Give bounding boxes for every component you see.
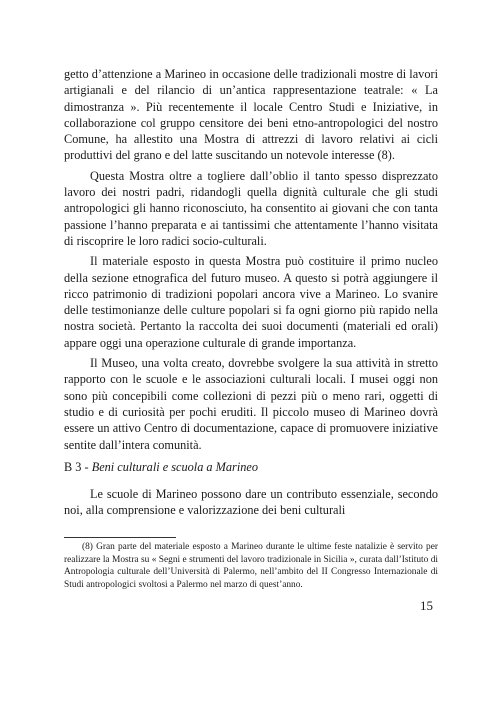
page-number: 15 [420, 598, 433, 613]
body-text [64, 66, 438, 457]
paragraph-1: getto d’attenzione a Marineo in occasione delle tradizionali mostre di lavori artigianali e del rilancio di un’antica rappresentazione teatrale: « La dimostranza ». Più recentemente il locale Centro Studi e Iniziative, in collaborazione col gruppo censitore dei beni etno-antropologici del nostro Comune, ha allestito una Mostra di attrezzi di lavoro relativi ai cicli produttivi del grano e del latte suscitando un notevole interesse (8). [64, 67, 438, 163]
paragraph-2: Questa Mostra oltre a togliere dall’oblio il tanto spesso disprezzato lavoro dei nostri padri, ridandogli quella dignità culturale che gli studi antropologici gli hanno riconosciuto, ha consentito ai giovani che con tanta passione l’hanno preparata e ai tantissimi che attentamente l’hanno visitata di riscoprire le loro radici socio-culturali. [64, 168, 438, 248]
section-heading [64, 459, 438, 475]
footnote: (8) Gran parte del materiale esposto a Marineo durante le ultime feste natalizie è servito per realizzare la Mostra su « Segni e strumenti del lavoro tradizionale in Sicilia », curata dall’Istituto di Antropologia culturale dell’Università di Palermo, nell’ambito del II Congresso Internazionale di Studi antropologici svoltosi a Palermo nel marzo di quest’anno. [64, 542, 438, 590]
paragraph-4: Il Museo, una volta creato, dovrebbe svolgere la sua attività in stretto rapporto con le scuole e le associazioni culturali locali. I musei oggi non sono più concepibili come collezioni di pezzi più o meno rari, oggetti di studio e di curiosità per pochi eruditi. Il piccolo museo di Marineo dovrà essere un attivo Centro di documentazione, capace di promuovere iniziative sentite dall’intera comunità. [64, 356, 438, 452]
footnote-divider [64, 537, 176, 538]
section-number: B 3 [64, 460, 82, 474]
section-paragraph: Le scuole di Marineo possono dare un contributo essenziale, secondo noi, alla comprensione e valorizzazione dei beni culturali [64, 487, 438, 518]
paragraph-3: Il materiale esposto in questa Mostra può costituire il primo nucleo della sezione etnografica del futuro museo. A questo si potrà aggiungere il ricco patrimonio di tradizioni popolari ancora vive a Marineo. Lo svanire delle testimonianze delle culture popolari si fa ogni giorno più rapido nella nostra società. Pertanto la raccolta dei suoi documenti (materiali ed orali) appare oggi una operazione culturale di grande importanza. [64, 254, 438, 350]
section-title: Beni culturali e scuola a Marineo [91, 460, 259, 474]
section-separator: - [81, 460, 92, 474]
